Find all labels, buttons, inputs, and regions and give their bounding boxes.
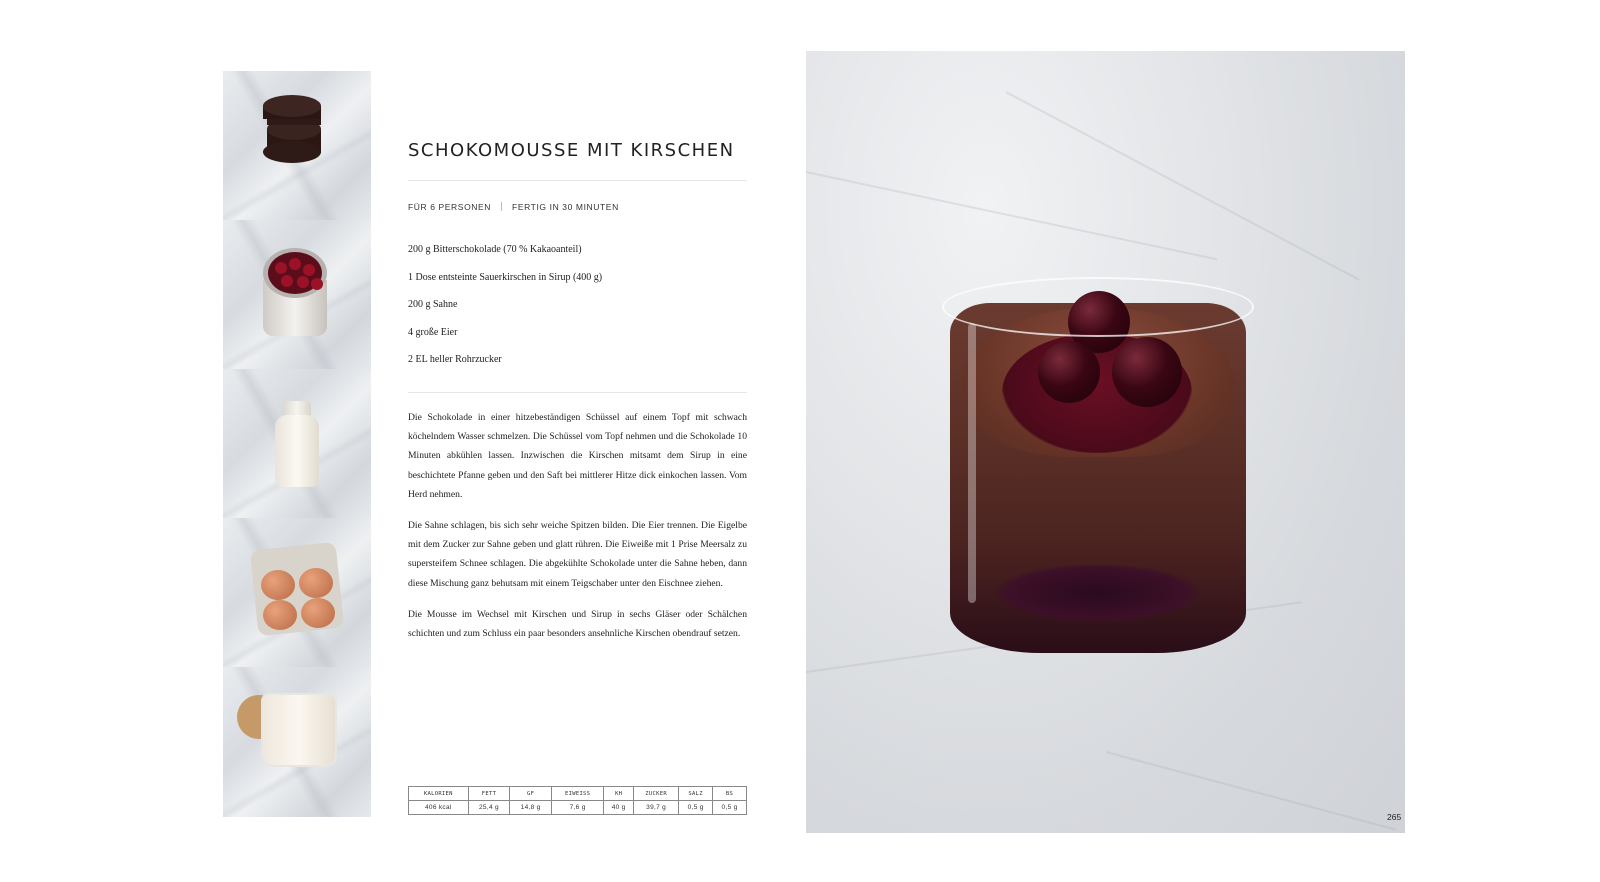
ingredient-list bbox=[408, 244, 602, 382]
nutrition-table bbox=[408, 786, 747, 815]
method-step: Die Sahne schlagen, bis sich sehr weiche Spitzen bilden. Die Eier trennen. Die Eigelbe mit dem Zucker zur Sahne geben und glatt rühren. Die Eiweiße mit 1 Prise Meersalz zu supersteifem Schnee schlagen. Die abgekühlte Schokolade unter die Sahne heben, dann diese Mischung ganz behutsam mit einem Teigschaber unter den Eischnee ziehen. bbox=[408, 520, 747, 589]
nutrition-value: 40 g bbox=[604, 801, 634, 815]
ingredient-photo-strip bbox=[223, 71, 371, 817]
nutrition-header: FETT bbox=[468, 787, 510, 801]
dessert-photo bbox=[806, 51, 1405, 833]
nutrition-header: SALZ bbox=[679, 787, 713, 801]
page-number: 265 bbox=[1387, 812, 1402, 822]
ingredient-item: 2 EL heller Rohrzucker bbox=[408, 354, 502, 365]
nutrition-value: 406 kcal bbox=[409, 801, 469, 815]
ingredient-item: 1 Dose entsteinte Sauerkirschen in Sirup (400 g) bbox=[408, 271, 603, 283]
nutrition-value: 14,8 g bbox=[510, 801, 552, 815]
recipe-method bbox=[408, 408, 747, 655]
photo-cherries-can bbox=[223, 220, 371, 369]
nutrition-header: GF bbox=[510, 787, 552, 801]
nutrition-value: 0,5 g bbox=[679, 801, 713, 815]
cherry-topping bbox=[1112, 337, 1182, 407]
nutrition-header: ZUCKER bbox=[634, 787, 679, 801]
photo-sugar-jar bbox=[223, 667, 371, 817]
meta-separator bbox=[501, 202, 502, 211]
divider bbox=[408, 392, 747, 393]
photo-chocolate bbox=[223, 71, 371, 220]
divider bbox=[408, 180, 747, 181]
method-step: Die Schokolade in einer hitzebeständigen Schüssel auf einem Topf mit schwach köchelndem Wasser schmelzen. Die Schüssel vom Topf nehmen und die Schokolade 10 Minuten abkühlen lassen. Inzwischen die Kirschen mitsamt dem Sirup in eine beschichtete Pfanne geben und den Saft bei mittlerer Hitze dick einkochen lassen. Vom Herd nehmen. bbox=[408, 412, 747, 500]
nutrition-header: KH bbox=[604, 787, 634, 801]
nutrition-value: 7,6 g bbox=[551, 801, 603, 815]
recipe-title: SCHOKOMOUSSE MIT KIRSCHEN bbox=[408, 140, 735, 161]
mousse-glass bbox=[942, 263, 1254, 661]
recipe-meta bbox=[408, 202, 619, 212]
nutrition-header-row bbox=[409, 787, 747, 801]
photo-cream-bottle bbox=[223, 369, 371, 518]
nutrition-header: KALORIEN bbox=[409, 787, 469, 801]
time-label: FERTIG IN 30 MINUTEN bbox=[512, 202, 619, 212]
nutrition-value: 39,7 g bbox=[634, 801, 679, 815]
nutrition-value: 25,4 g bbox=[468, 801, 510, 815]
cherry-topping bbox=[1038, 341, 1100, 403]
ingredient-item: 200 g Sahne bbox=[408, 299, 458, 310]
ingredient-item: 4 große Eier bbox=[408, 326, 458, 338]
nutrition-header: EIWEISS bbox=[551, 787, 603, 801]
nutrition-header: BS bbox=[713, 787, 747, 801]
ingredient-item: 200 g Bitterschokolade (70 % Kakaoanteil) bbox=[408, 244, 582, 255]
servings-label: FÜR 6 PERSONEN bbox=[408, 202, 492, 212]
method-step: Die Mousse im Wechsel mit Kirschen und Sirup in sechs Gläser oder Schälchen schichten und zum Schluss ein paar besonders ansehnliche Kirschen obendrauf setzen. bbox=[408, 608, 747, 640]
photo-eggs bbox=[223, 518, 371, 667]
nutrition-value: 0,5 g bbox=[713, 801, 747, 815]
nutrition-value-row bbox=[409, 801, 747, 815]
